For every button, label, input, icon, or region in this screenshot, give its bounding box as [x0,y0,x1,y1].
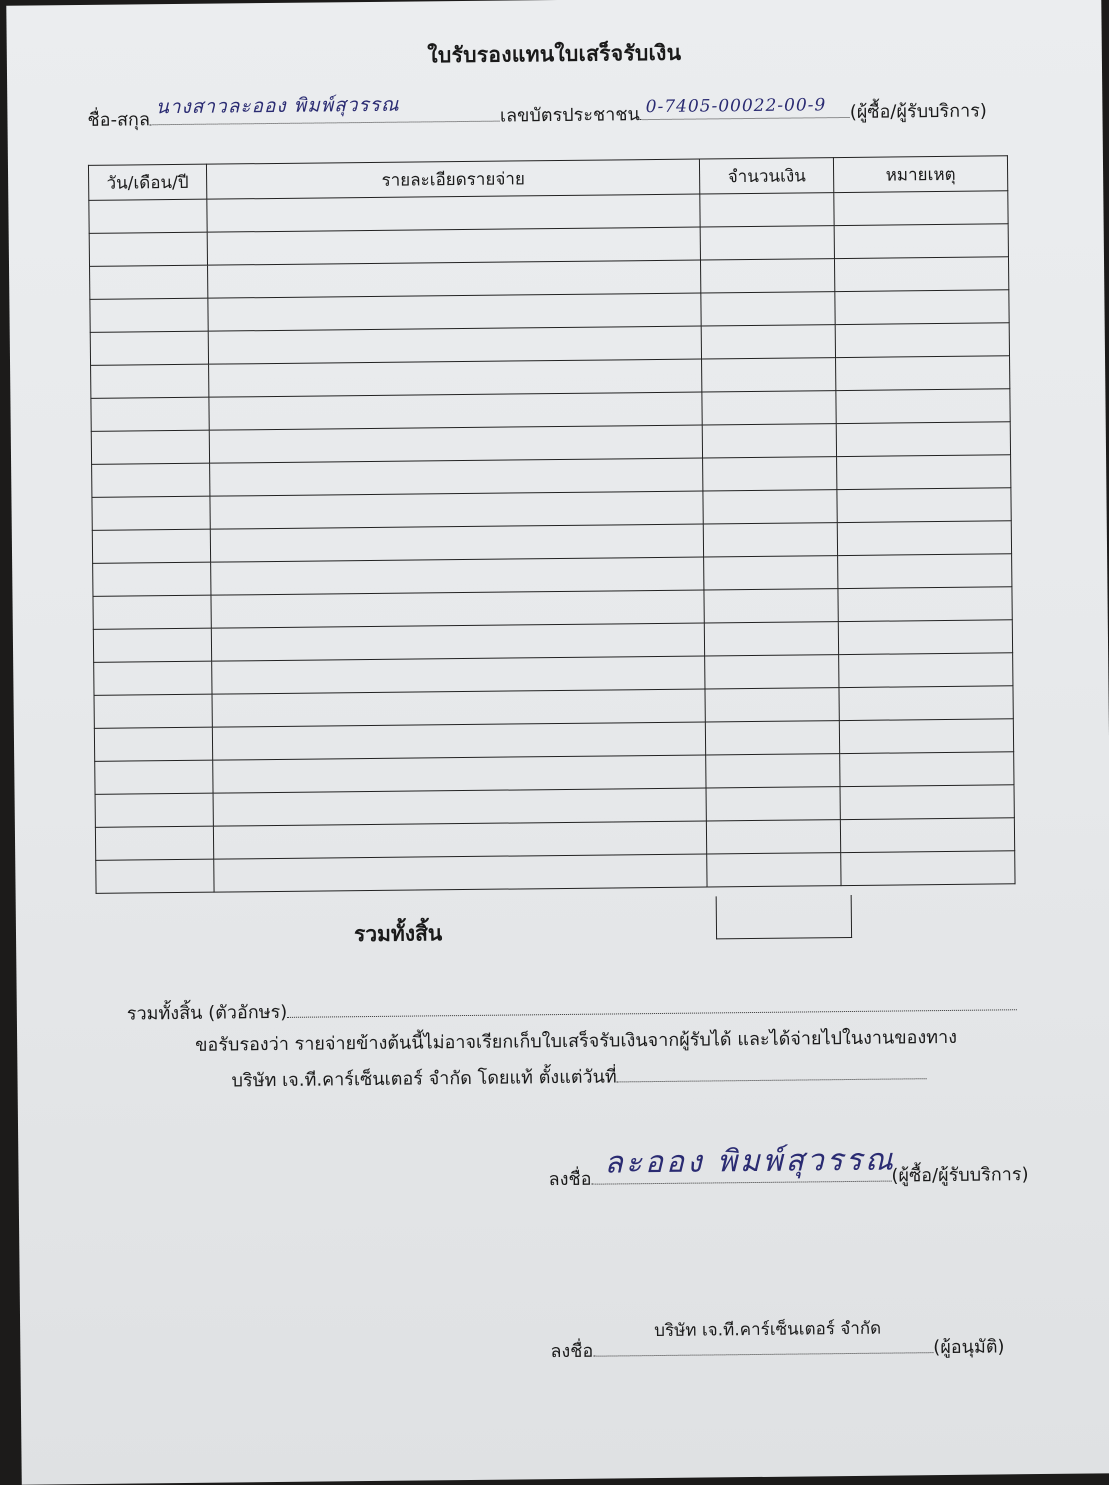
date-cell[interactable] [92,529,210,563]
certification-line-2 [231,1058,926,1094]
amount-cell[interactable] [707,853,841,887]
remarks-cell[interactable] [838,554,1012,589]
remarks-cell[interactable] [840,785,1014,820]
buyer-role: (ผู้ซื้อ/ผู้รับบริการ) [891,1164,1029,1187]
details-cell[interactable] [209,425,703,463]
remarks-cell[interactable] [837,521,1011,556]
total-words-field[interactable] [287,991,1017,1018]
date-cell[interactable] [91,430,209,464]
amount-cell[interactable] [704,589,838,623]
total-words-label: รวมทั้งสิ้น (ตัวอักษร) [126,1001,288,1025]
amount-cell[interactable] [706,787,840,821]
id-field[interactable] [640,95,850,120]
amount-cell[interactable] [705,688,839,722]
approver-role: (ผู้อนุมัติ) [933,1336,1005,1359]
details-cell[interactable] [210,491,704,529]
remarks-cell[interactable] [838,587,1012,622]
remarks-cell[interactable] [840,752,1014,787]
remarks-cell[interactable] [839,653,1013,688]
details-cell[interactable] [212,722,706,760]
date-cell[interactable] [93,595,211,629]
amount-cell[interactable] [701,325,835,359]
details-cell[interactable] [209,392,703,430]
amount-cell[interactable] [706,754,840,788]
amount-cell[interactable] [706,721,840,755]
name-label: ชื่อ-สกุล [87,109,151,131]
date-cell[interactable] [92,496,210,530]
details-cell[interactable] [211,590,705,628]
total-amount-box[interactable] [716,895,852,939]
amount-cell[interactable] [705,622,839,656]
date-cell[interactable] [93,562,211,596]
date-cell[interactable] [95,793,213,827]
date-cell[interactable] [96,859,214,893]
amount-cell[interactable] [702,424,836,458]
date-cell[interactable] [92,463,210,497]
remarks-cell[interactable] [836,422,1010,457]
id-value: 0-7405-00022-00-9 [645,95,827,118]
remarks-cell[interactable] [838,620,1012,655]
details-cell[interactable] [210,524,704,562]
amount-cell[interactable] [701,259,835,293]
amount-cell[interactable] [704,556,838,590]
remarks-cell[interactable] [836,389,1010,424]
amount-cell[interactable] [707,820,841,854]
date-cell[interactable] [93,628,211,662]
remarks-cell[interactable] [841,851,1015,886]
details-cell[interactable] [211,623,705,661]
approver-signature-field[interactable] [593,1334,933,1357]
remarks-cell[interactable] [834,224,1008,259]
buyer-signature: ละออง พิมพ์สุวรรณ [604,1142,896,1181]
amount-cell[interactable] [704,523,838,557]
date-cell[interactable] [94,661,212,695]
name-field[interactable] [150,93,500,126]
remarks-cell[interactable] [835,323,1009,358]
date-cell[interactable] [95,760,213,794]
buyer-sign-label: ลงชื่อ [548,1168,592,1191]
details-cell[interactable] [208,293,702,331]
date-cell[interactable] [91,397,209,431]
amount-cell[interactable] [705,655,839,689]
details-cell[interactable] [213,788,707,826]
date-field[interactable] [617,1060,927,1082]
header-amount: จำนวนเงิน [700,158,834,194]
date-cell[interactable] [90,331,208,365]
buyer-label: (ผู้ซื้อ/ผู้รับบริการ) [849,100,987,123]
details-cell[interactable] [213,755,707,793]
header-details: รายละเอียดรายจ่าย [206,159,700,199]
remarks-cell[interactable] [837,455,1011,490]
details-cell[interactable] [208,359,702,397]
total-label: รวมทั้งสิ้น [353,921,443,947]
amount-cell[interactable] [702,391,836,425]
details-cell[interactable] [211,557,705,595]
table-body [89,191,1015,894]
amount-cell[interactable] [703,490,837,524]
date-cell[interactable] [94,694,212,728]
date-cell[interactable] [91,364,209,398]
details-cell[interactable] [207,260,701,298]
details-cell[interactable] [212,656,706,694]
name-id-line [87,93,987,134]
date-cell[interactable] [95,826,213,860]
amount-cell[interactable] [703,457,837,491]
details-cell[interactable] [213,821,707,859]
details-cell[interactable] [212,689,706,727]
expense-table [88,155,1016,894]
details-cell[interactable] [209,458,703,496]
date-cell[interactable] [89,199,207,233]
date-cell[interactable] [90,265,208,299]
remarks-cell[interactable] [839,719,1013,754]
date-cell[interactable] [90,298,208,332]
amount-cell[interactable] [701,292,835,326]
certification-text-2: บริษัท เจ.ที.คาร์เซ็นเตอร์ จำกัด โดยแท้ ตั้งแต่วันที่ [231,1066,617,1092]
id-label: เลขบัตรประชาชน [499,104,640,127]
details-cell[interactable] [207,227,701,265]
date-cell[interactable] [94,727,212,761]
date-cell[interactable] [89,232,207,266]
header-remarks: หมายเหตุ [834,156,1008,193]
name-value: นางสาวละออง พิมพ์สุวรรณ [155,93,400,119]
remarks-cell[interactable] [835,257,1009,292]
approver-sign-label: ลงชื่อ [550,1340,594,1363]
remarks-cell[interactable] [839,686,1013,721]
remarks-cell[interactable] [840,818,1014,853]
remarks-cell[interactable] [835,290,1009,325]
details-cell[interactable] [214,854,708,892]
details-cell[interactable] [207,194,701,232]
details-cell[interactable] [208,326,702,364]
amount-cell[interactable] [702,358,836,392]
amount-cell[interactable] [700,226,834,260]
approver-signature-line [550,1331,1004,1365]
certification-line-1: ขอรับรองว่า รายจ่ายข้างต้นนี้ไม่อาจเรียกเก็บใบเสร็จรับเงินจากผู้รับได้ และได้จ่ายไปในงานของทาง [195,1026,958,1056]
form-paper [6,0,1109,1485]
remarks-cell[interactable] [836,356,1010,391]
header-date: วัน/เดือน/ปี [88,164,206,200]
remarks-cell[interactable] [834,191,1008,226]
form-title: ใบรับรองแทนใบเสร็จรับเงิน [427,40,682,68]
company-name: บริษัท เจ.ที.คาร์เซ็นเตอร์ จำกัด [654,1318,882,1342]
remarks-cell[interactable] [837,488,1011,523]
amount-cell[interactable] [700,193,834,227]
